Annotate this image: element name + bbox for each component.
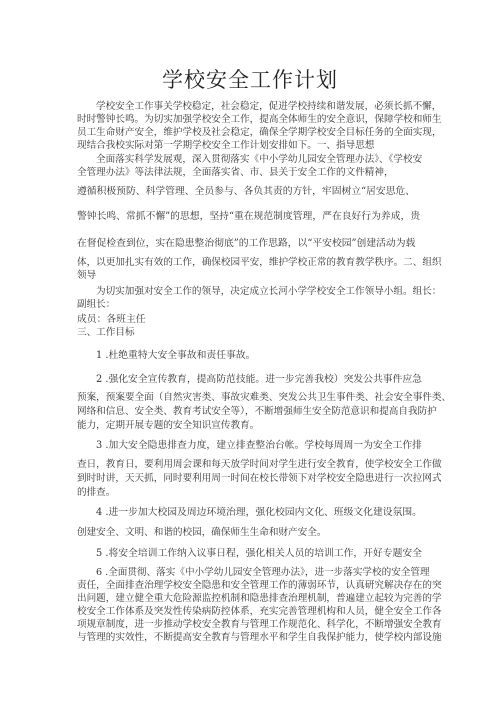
document-title: 学校安全工作计划: [162, 68, 338, 92]
text-line: 5 .将安全培训工作纳入议事日程，强化相关人员的培训工作，开好专题安全: [96, 548, 422, 559]
text-line: 为切实加强对安全工作的领导，决定成立长河小学学校安全工作领导小组。组长：: [96, 286, 442, 297]
text-line: 副组长：: [77, 299, 116, 310]
text-line: 项规章制度，进一步推动学校安全教育与管理工作规范化、科学化，不断增强安全教育: [77, 619, 442, 630]
text-line: 全管理办法》等法律法规，全面落实省、市、县关于安全工作的文件精神，: [77, 167, 394, 178]
text-line: 全面落实科学发展观，深入贯彻落实《中小学幼儿园安全管理办法》、《学校安: [96, 154, 423, 165]
text-line: 查日，教育日，要利用周会课和每天放学时间对学生进行安全教育，使学校安全工作做: [77, 459, 442, 470]
text-line: 遵循积极预防、科学管理、全员参与、各负其责的方针，牢固树立“居安思危、: [77, 186, 416, 197]
text-line: 能力，定期开展专题的安全知识宣传教育。: [77, 420, 260, 431]
text-line: 出问题，建立健全重大危险源监控机制和隐患排查治理机制，普遍建立起较为完善的学: [77, 593, 442, 604]
text-line: 创建安全、文明、和谐的校园，确保师生生命和财产安全。: [77, 527, 327, 538]
text-line: 预案，预案要全面（自然灾害类、事故灾难类、突发公共卫生事件类、社会安全事件类、: [77, 392, 452, 403]
text-line: 在督促检查到位，实在隐患整治彻底”的工作思路，以“平安校园”创建活动为载: [77, 238, 416, 249]
text-line: 现结合我校实际对第一学期学校安全工作计划安排如下。一、指导思想: [77, 140, 375, 151]
section-heading: 三、工作目标: [77, 327, 135, 338]
text-line: 成员：各班主任: [77, 314, 146, 325]
text-line: 员工生命财产安全，维护学校及社会稳定，确保全学期学校安全目标任务的全面实现，: [77, 127, 442, 138]
text-line: 1 .杜绝重特大安全事故和责任事故。: [96, 350, 256, 361]
text-line: 网络和信息、安全类、教育考试安全等），不断增强师生安全防范意识和提高自我防护: [77, 406, 437, 417]
text-line: 4 .进一步加大校园及周边环境治理，强化校园内文化、班级文化建设氛围。: [96, 507, 422, 518]
text-line: 2 .强化安全宣传教育，提高防范技能。进一步完善我校）突发公共事件应急: [96, 374, 422, 385]
text-line: 时时警钟长鸣。为切实加强学校安全工作，提高全体师生的安全意识，保障学校和师生: [77, 114, 442, 125]
text-line: 警钟长鸣、常抓不懈”的思想，坚持“重在规范制度管理，严在良好行为养成，贵: [77, 211, 421, 222]
text-line: 3 .加大安全隐患排查力度，建立排查整治台帐。学校每周周一为安全工作排: [96, 440, 422, 451]
text-line: 责任，全面排查治理学校安全隐患和安全管理工作的薄弱环节，认真研究解决存在的突: [77, 580, 442, 591]
text-line: 校安全工作体系及突发性传染病防控体系，充实完善管理机构和人员，健全安全工作各: [77, 606, 442, 617]
text-line: 的排查。: [77, 487, 116, 498]
text-line: 与管理的实效性，不断提高安全教育与管理水平和学生自我保护能力，使学校内部设施: [77, 632, 442, 643]
text-line: 领导: [77, 270, 97, 281]
text-line: 学校安全工作事关学校稳定，社会稳定，促进学校持续和谐发展，必须长抓不懈，: [96, 101, 442, 112]
text-line: 体，以更加扎实有效的工作，确保校园平安，维护学校正常的教育教学秩序。二、组织: [77, 257, 442, 268]
text-line: 到时时讲，天天抓，同时要利用周一时间在校长带领下对学校安全隐患进行一次拉网式: [77, 473, 442, 484]
text-line: 6 .全面贯彻、落实《中小学幼儿园安全管理办法》，进一步落实学校的安全管理: [96, 567, 430, 578]
